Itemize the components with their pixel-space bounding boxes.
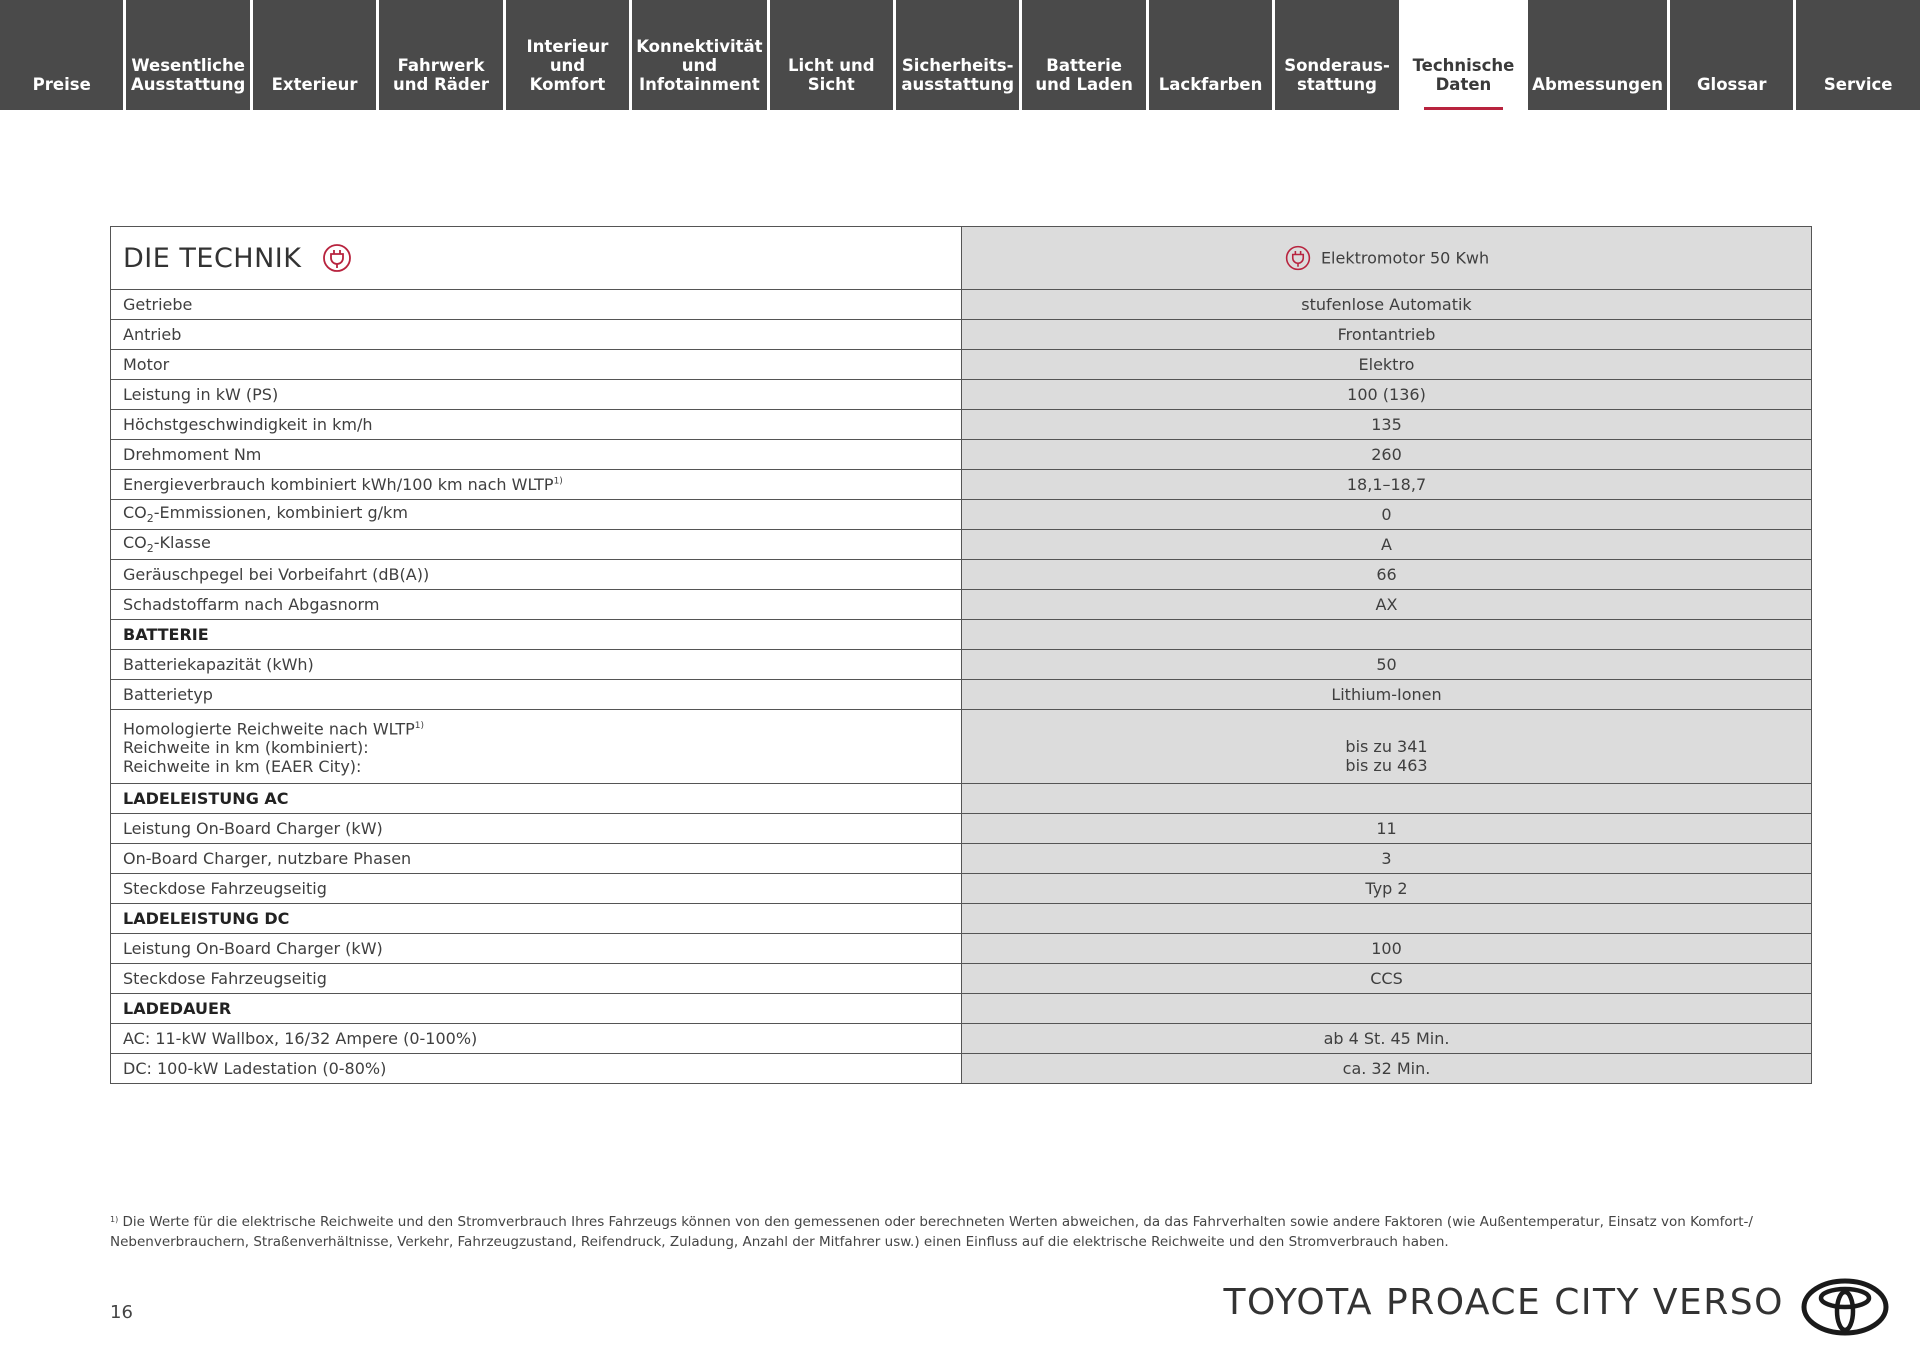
row-value: 135 [962,410,1812,440]
row-label: Schadstoffarm nach Abgasnorm [111,590,962,620]
row-value: CCS [962,964,1812,994]
tab-fahrwerk-und-raeder[interactable]: Fahrwerk und Räder [379,0,502,110]
table-row [111,350,1812,380]
row-label: DC: 100-kW Ladestation (0-80%) [111,1054,962,1084]
row-label-post: -Emmissionen, kombiniert g/km [153,503,408,523]
row-value: 11 [962,814,1812,844]
row-label-pre: CO [123,533,147,553]
row-value: Frontantrieb [962,320,1812,350]
table-row [111,290,1812,320]
tab-interieur-und-komfort[interactable]: Interieur und Komfort [506,0,629,110]
row-value: 66 [962,560,1812,590]
footnote [110,1212,1760,1252]
section-row-ladeleistung-dc [111,904,1812,934]
row-value: stufenlose Automatik [962,290,1812,320]
row-label: Antrieb [111,320,962,350]
row-label: Getriebe [111,290,962,320]
section-heading: LADELEISTUNG DC [111,904,962,934]
table-row [111,320,1812,350]
row-label: Leistung On-Board Charger (kW) [111,934,962,964]
range-heading-line [123,717,949,738]
table-row [111,380,1812,410]
row-label: Steckdose Fahrzeugseitig [111,874,962,904]
page-number: 16 [110,1302,133,1323]
row-label: Batteriekapazität (kWh) [111,650,962,680]
table-row [111,470,1812,500]
table-row [111,814,1812,844]
row-label: On-Board Charger, nutzbare Phasen [111,844,962,874]
row-label: Leistung On-Board Charger (kW) [111,814,962,844]
row-label: Motor [111,350,962,380]
footnote-text: Die Werte für die elektrische Reichweite und den Stromverbrauch Ihres Fahrzeugs können von den gemessenen oder berechneten Werten abweichen, da das Fahrverhalten sowie andere Faktoren (wie Außentemperatur, Einsatz von Komfort-/ Nebenverbrauchern, Straßenverhältnisse, Verkehr, Fahrzeugzustand, Reifendruck, Zuladung, Anzahl der Mitfahrer usw.) einen Einfluss auf die elektrische Reichweite und den Stromverbrauch haben. [110,1214,1753,1250]
tab-licht-und-sicht[interactable]: Licht und Sicht [770,0,893,110]
row-value: 0 [962,500,1812,530]
row-value: 18,1–18,7 [962,470,1812,500]
table-row [111,650,1812,680]
tab-sonderausstattung[interactable]: Sonderaus- stattung [1275,0,1398,110]
table-row [111,680,1812,710]
section-row-ladedauer [111,994,1812,1024]
section-row-batterie [111,620,1812,650]
brand-title: TOYOTA PROACE CITY VERSO [1223,1282,1784,1323]
section-empty-cell [962,994,1812,1024]
table-row [111,934,1812,964]
row-label-post: -Klasse [153,533,211,553]
table-row [111,530,1812,560]
tab-konnektivitaet[interactable]: Konnektivität und Infotainment [632,0,766,110]
row-value: A [962,530,1812,560]
column-header: Elektromotor 50 Kwh [1320,248,1490,268]
row-label: Steckdose Fahrzeugseitig [111,964,962,994]
range-label-combined: Reichweite in km (kombiniert): [123,738,369,758]
row-value-cell [962,710,1812,784]
range-value-city: bis zu 463 [1345,756,1428,775]
tab-preise[interactable]: Preise [0,0,123,110]
tab-sicherheitsausstattung[interactable]: Sicherheits- ausstattung [896,0,1019,110]
tab-exterieur[interactable]: Exterieur [253,0,376,110]
table-row-range [111,710,1812,784]
section-empty-cell [962,784,1812,814]
table-title-cell [111,227,962,290]
table-row [111,1054,1812,1084]
range-value-combined: bis zu 341 [1345,737,1428,756]
row-value: Elektro [962,350,1812,380]
tab-glossar[interactable]: Glossar [1670,0,1793,110]
row-label-cell [111,470,962,500]
section-heading: BATTERIE [111,620,962,650]
row-value: 50 [962,650,1812,680]
tab-technische-daten[interactable]: Technische Daten [1402,0,1525,110]
row-value: 100 (136) [962,380,1812,410]
row-label: Höchstgeschwindigkeit in km/h [111,410,962,440]
tab-service[interactable]: Service [1796,0,1919,110]
row-label: Geräuschpegel bei Vorbeifahrt (dB(A)) [111,560,962,590]
row-label-cell [111,500,962,530]
row-label-sub: 2 [146,512,154,526]
row-label-cell [111,530,962,560]
row-value: Typ 2 [962,874,1812,904]
range-label-city: Reichweite in km (EAER City): [123,757,362,777]
row-value: ab 4 St. 45 Min. [962,1024,1812,1054]
row-label-sub: 2 [146,542,154,556]
row-value: Lithium-Ionen [962,680,1812,710]
table-header-row [111,227,1812,290]
plug-icon [321,242,353,274]
tab-batterie-und-laden[interactable]: Batterie und Laden [1022,0,1145,110]
table-row [111,1024,1812,1054]
spec-table [110,226,1812,1084]
row-value: AX [962,590,1812,620]
table-row [111,590,1812,620]
row-label: Homologierte Reichweite nach WLTP [123,719,415,739]
row-label: Energieverbrauch kombiniert kWh/100 km nach WLTP [123,475,554,494]
row-label: AC: 11-kW Wallbox, 16/32 Ampere (0-100%) [111,1024,962,1054]
footnote-marker: 1) [553,476,563,487]
section-empty-cell [962,904,1812,934]
row-label: Leistung in kW (PS) [111,380,962,410]
tab-wesentliche-ausstattung[interactable]: Wesentliche Ausstattung [126,0,249,110]
footnote-marker: 1) [110,1215,119,1224]
row-label-pre: CO [123,503,147,523]
section-heading: LADEDAUER [111,994,962,1024]
section-empty-cell [962,620,1812,650]
chapter-navigation [0,0,1920,110]
row-value: 260 [962,440,1812,470]
table-row [111,500,1812,530]
plug-icon [1284,244,1312,272]
tab-abmessungen[interactable]: Abmessungen [1528,0,1667,110]
row-value: 3 [962,844,1812,874]
footnote-marker: 1) [414,720,425,731]
table-title: DIE TECHNIK [123,242,302,274]
table-row [111,964,1812,994]
section-row-ladeleistung-ac [111,784,1812,814]
row-value: 100 [962,934,1812,964]
column-header-cell [962,227,1812,290]
row-label: Drehmoment Nm [111,440,962,470]
row-value: ca. 32 Min. [962,1054,1812,1084]
row-label: Batterietyp [111,680,962,710]
table-row [111,560,1812,590]
row-label-cell [111,710,962,784]
table-row [111,844,1812,874]
tab-lackfarben[interactable]: Lackfarben [1149,0,1272,110]
table-row [111,410,1812,440]
table-row [111,874,1812,904]
section-heading: LADELEISTUNG AC [111,784,962,814]
table-row [111,440,1812,470]
toyota-logo-icon [1800,1277,1890,1337]
